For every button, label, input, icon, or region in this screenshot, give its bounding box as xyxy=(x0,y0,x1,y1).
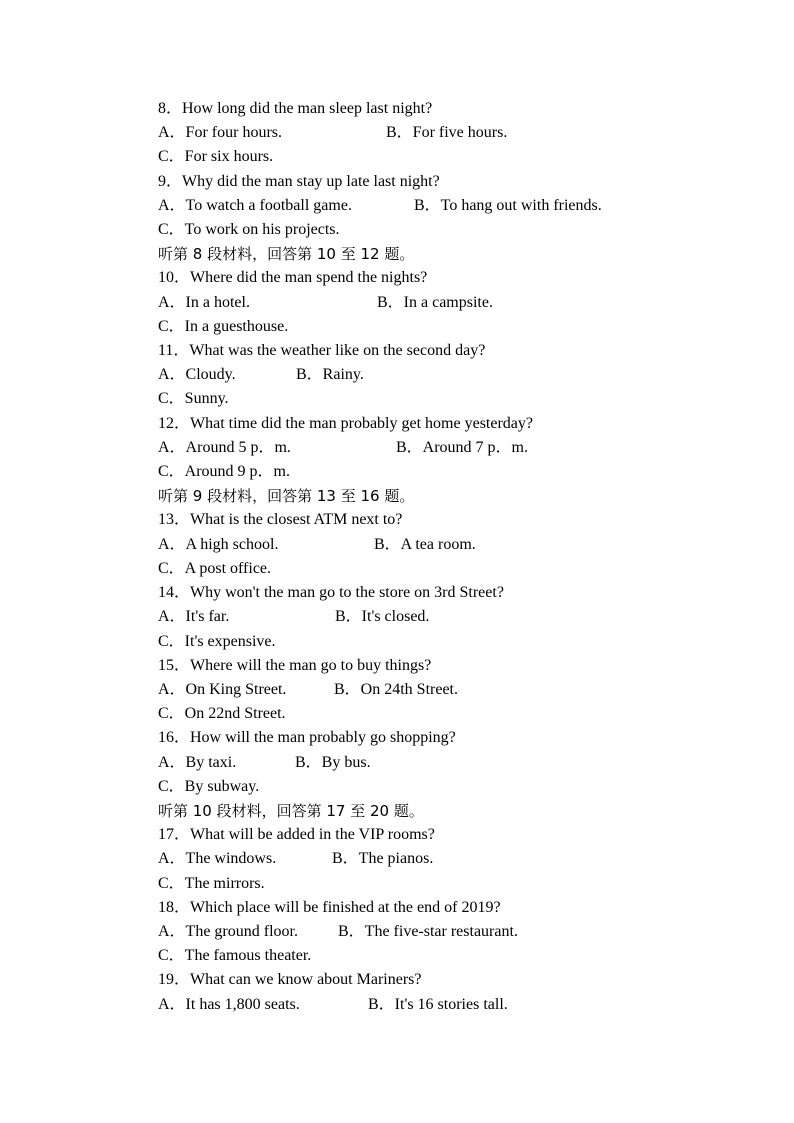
option-11-c: C．Sunny. xyxy=(158,390,229,407)
question-14: 14．Why won't the man go to the store on 3rd Street? xyxy=(158,584,504,601)
option-12-a: A．Around 5 p．m. xyxy=(158,439,291,456)
option-13-a: A．A high school. xyxy=(158,536,279,553)
question-11: 11．What was the weather like on the second day? xyxy=(158,342,486,359)
options-13-c xyxy=(158,557,271,581)
option-14-c: C．It's expensive. xyxy=(158,633,276,650)
question-8: 8．How long did the man sleep last night? xyxy=(158,100,433,117)
option-9-c: C．To work on his projects. xyxy=(158,221,340,238)
option-16-c: C．By subway. xyxy=(158,778,260,795)
option-17-c: C．The mirrors. xyxy=(158,875,265,892)
option-10-a: A．In a hotel. xyxy=(158,294,250,311)
options-15-c xyxy=(158,702,286,726)
options-10-c xyxy=(158,315,288,339)
question-10: 10．Where did the man spend the nights? xyxy=(158,269,428,286)
options-9-c xyxy=(158,218,340,242)
option-10-c: C．In a guesthouse. xyxy=(158,318,289,335)
option-15-c: C．On 22nd Street. xyxy=(158,705,286,722)
option-15-a: A．On King Street. xyxy=(158,681,287,698)
option-8-b: B．For five hours. xyxy=(386,124,508,141)
option-12-c: C．Around 9 p．m. xyxy=(158,463,291,480)
options-14-ab xyxy=(158,605,429,629)
option-13-c: C．A post office. xyxy=(158,560,272,577)
options-14-c xyxy=(158,630,276,654)
options-12-c xyxy=(158,460,290,484)
options-15-ab xyxy=(158,678,458,702)
option-9-b: B．To hang out with friends. xyxy=(414,197,602,214)
options-17-ab xyxy=(158,847,433,871)
option-11-b: B．Rainy. xyxy=(296,366,364,383)
option-14-a: A．It's far. xyxy=(158,608,230,625)
option-8-c: C．For six hours. xyxy=(158,148,274,165)
option-17-a: A．The windows. xyxy=(158,850,277,867)
option-13-b: B．A tea room. xyxy=(374,536,476,553)
question-16: 16．How will the man probably go shopping? xyxy=(158,729,456,746)
options-16-ab xyxy=(158,751,371,775)
options-10-ab xyxy=(158,291,493,315)
option-9-a: A．To watch a football game. xyxy=(158,197,352,214)
question-18: 18．Which place will be finished at the end of 2019? xyxy=(158,899,501,916)
question-17: 17．What will be added in the VIP rooms? xyxy=(158,826,435,843)
option-18-a: A．The ground floor. xyxy=(158,923,298,940)
question-19: 19．What can we know about Mariners? xyxy=(158,971,422,988)
options-13-ab xyxy=(158,533,476,557)
options-19-ab xyxy=(158,993,508,1017)
question-13: 13．What is the closest ATM next to? xyxy=(158,511,403,528)
question-12: 12．What time did the man probably get home yesterday? xyxy=(158,415,534,432)
option-15-b: B．On 24th Street. xyxy=(334,681,458,698)
option-16-b: B．By bus. xyxy=(295,754,371,771)
section-heading-10: 听第 10 段材料，回答第 17 至 20 题。 xyxy=(158,802,424,820)
option-8-a: A．For four hours. xyxy=(158,124,282,141)
options-17-c xyxy=(158,872,265,896)
option-19-b: B．It's 16 stories tall. xyxy=(368,996,508,1013)
section-heading-9: 听第 9 段材料，回答第 13 至 16 题。 xyxy=(158,487,415,505)
options-18-ab xyxy=(158,920,518,944)
question-15: 15．Where will the man go to buy things? xyxy=(158,657,432,674)
options-8-c xyxy=(158,145,273,169)
option-18-b: B．The five-star restaurant. xyxy=(338,923,518,940)
option-10-b: B．In a campsite. xyxy=(377,294,493,311)
option-14-b: B．It's closed. xyxy=(335,608,430,625)
option-17-b: B．The pianos. xyxy=(332,850,434,867)
options-12-ab xyxy=(158,436,528,460)
option-11-a: A．Cloudy. xyxy=(158,366,236,383)
options-9-ab xyxy=(158,194,602,218)
options-11-ab xyxy=(158,363,364,387)
options-8-ab xyxy=(158,121,507,145)
option-12-b: B．Around 7 p．m. xyxy=(396,439,529,456)
options-11-c xyxy=(158,387,229,411)
options-18-c xyxy=(158,944,311,968)
section-heading-8: 听第 8 段材料，回答第 10 至 12 题。 xyxy=(158,245,415,263)
option-18-c: C．The famous theater. xyxy=(158,947,312,964)
question-9: 9．Why did the man stay up late last night? xyxy=(158,173,440,190)
options-16-c xyxy=(158,775,259,799)
option-19-a: A．It has 1,800 seats. xyxy=(158,996,300,1013)
option-16-a: A．By taxi. xyxy=(158,754,237,771)
